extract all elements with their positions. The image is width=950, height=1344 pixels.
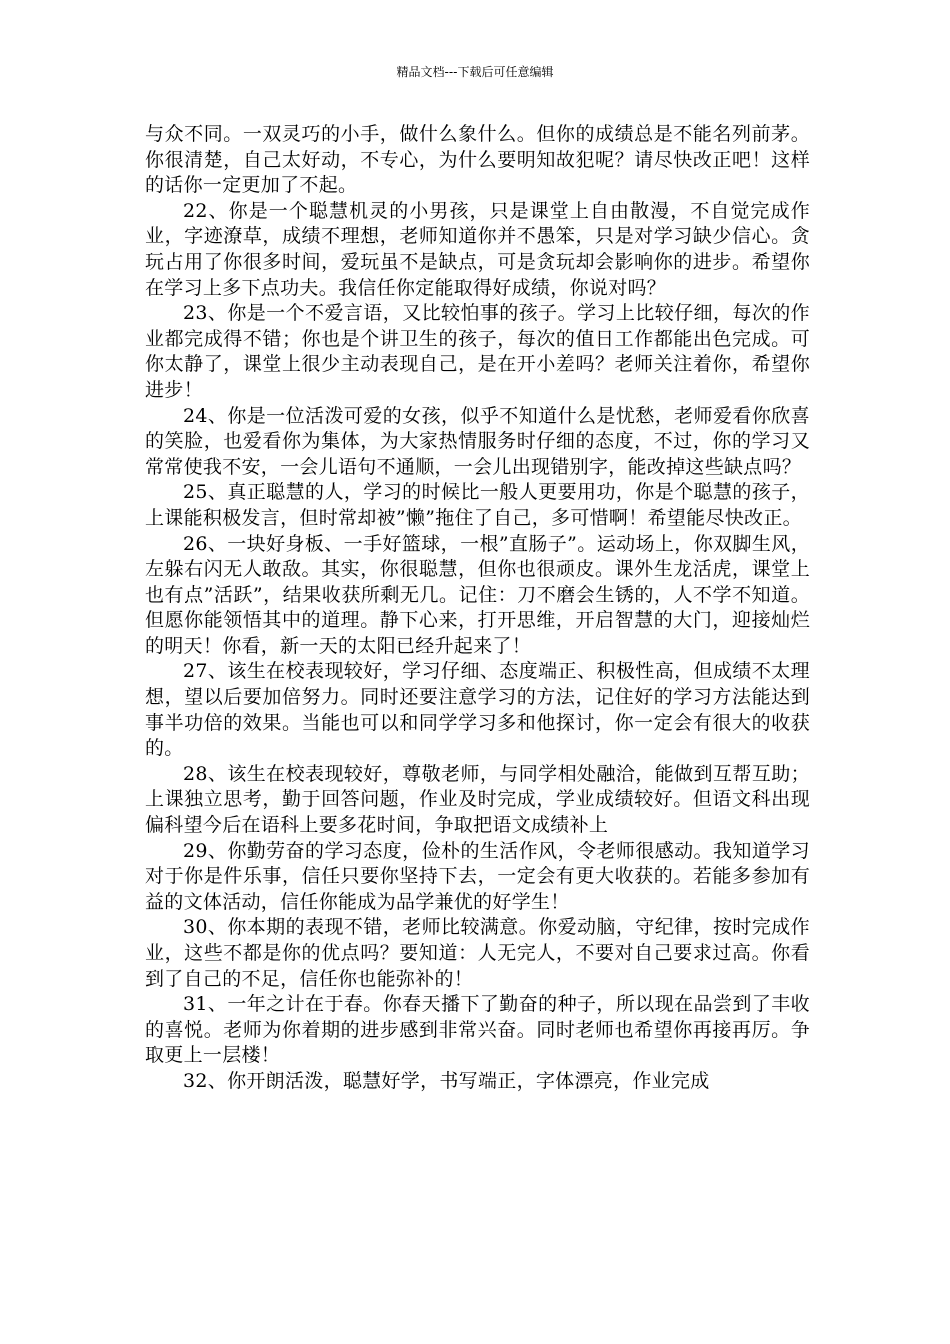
paragraph-29: 29、你勤劳奋的学习态度，俭朴的生活作风，令老师很感动。我知道学习对于你是件乐事，信任只要你坚持下去，一定会有更大收获的。若能多参加有益的文体活动，信任你能成为品学兼优的好学生！ <box>145 839 810 913</box>
paragraph-24: 24、你是一位活泼可爱的女孩，似乎不知道什么是忧愁，老师爱看你欣喜的笑脸，也爱看你为集体，为大家热情服务时仔细的态度，不过，你的学习又常常使我不安，一会儿语句不通顺，一会儿出现错别字，能改掉这些缺点吗？ <box>145 404 810 478</box>
paragraph-31: 31、一年之计在于春。你春天播下了勤奋的种子，所以现在品尝到了丰收的喜悦。老师为你着期的进步感到非常兴奋。同时老师也希望你再接再厉。争取更上一层楼！ <box>145 993 810 1067</box>
paragraph-continued: 与众不同。一双灵巧的小手，做什么象什么。但你的成绩总是不能名列前茅。你很清楚，自己太好动，不专心，为什么要明知故犯呢？请尽快改正吧！这样的话你一定更加了不起。 <box>145 123 810 197</box>
page-header: 精品文档---下载后可任意编辑 <box>396 65 554 79</box>
paragraph-25: 25、真正聪慧的人，学习的时候比一般人更要用功，你是个聪慧的孩子，上课能积极发言，但时常却被”懒”拖住了自己，多可惜啊！希望能尽快改正。 <box>145 481 810 529</box>
paragraph-22: 22、你是一个聪慧机灵的小男孩，只是课堂上自由散漫，不自觉完成作业，字迹潦草，成绩不理想，老师知道你并不愚笨，只是对学习缺少信心。贪玩占用了你很多时间，爱玩虽不是缺点，可是贪玩却会影响你的进步。希望你在学习上多下点功夫。我信任你定能取得好成绩，你说对吗？ <box>145 199 810 299</box>
document-body <box>145 122 810 1095</box>
paragraph-32: 32、你开朗活泼，聪慧好学，书写端正，字体漂亮，作业完成 <box>183 1069 710 1092</box>
paragraph-26: 26、一块好身板、一手好篮球，一根”直肠子”。运动场上，你双脚生风，左躲右闪无人敢敌。其实，你很聪慧，但你也很顽皮。课外生龙活虎，课堂上也有点”活跃”，结果收获所剩无几。记住：刀不磨会生锈的，人不学不知道。但愿你能领悟其中的道理。静下心来，打开思维，开启智慧的大门，迎接灿烂的明天！你看，新一天的太阳已经升起来了！ <box>145 532 810 657</box>
paragraph-23: 23、你是一个不爱言语，又比较怕事的孩子。学习上比较仔细，每次的作业都完成得不错；你也是个讲卫生的孩子，每次的值日工作都能出色完成。可你太静了，课堂上很少主动表现自己，是在开小差吗？老师关注着你，希望你进步！ <box>145 302 810 401</box>
paragraph-28: 28、该生在校表现较好，尊敬老师，与同学相处融洽，能做到互帮互助；上课独立思考，勤于回答问题，作业及时完成，学业成绩较好。但语文科出现偏科望今后在语科上要多花时间，争取把语文成绩补上 <box>145 762 810 837</box>
paragraph-30: 30、你本期的表现不错，老师比较满意。你爱动脑，守纪律，按时完成作业，这些不都是你的优点吗？要知道：人无完人，不要对自己要求过高。你看到了自己的不足，信任你也能弥补的！ <box>145 916 810 990</box>
paragraph-27: 27、该生在校表现较好，学习仔细、态度端正、积极性高，但成绩不太理想，望以后要加倍努力。同时还要注意学习的方法，记住好的学习方法能达到事半功倍的效果。当能也可以和同学学习多和他探讨，你一定会有很大的收获的。 <box>145 660 810 760</box>
